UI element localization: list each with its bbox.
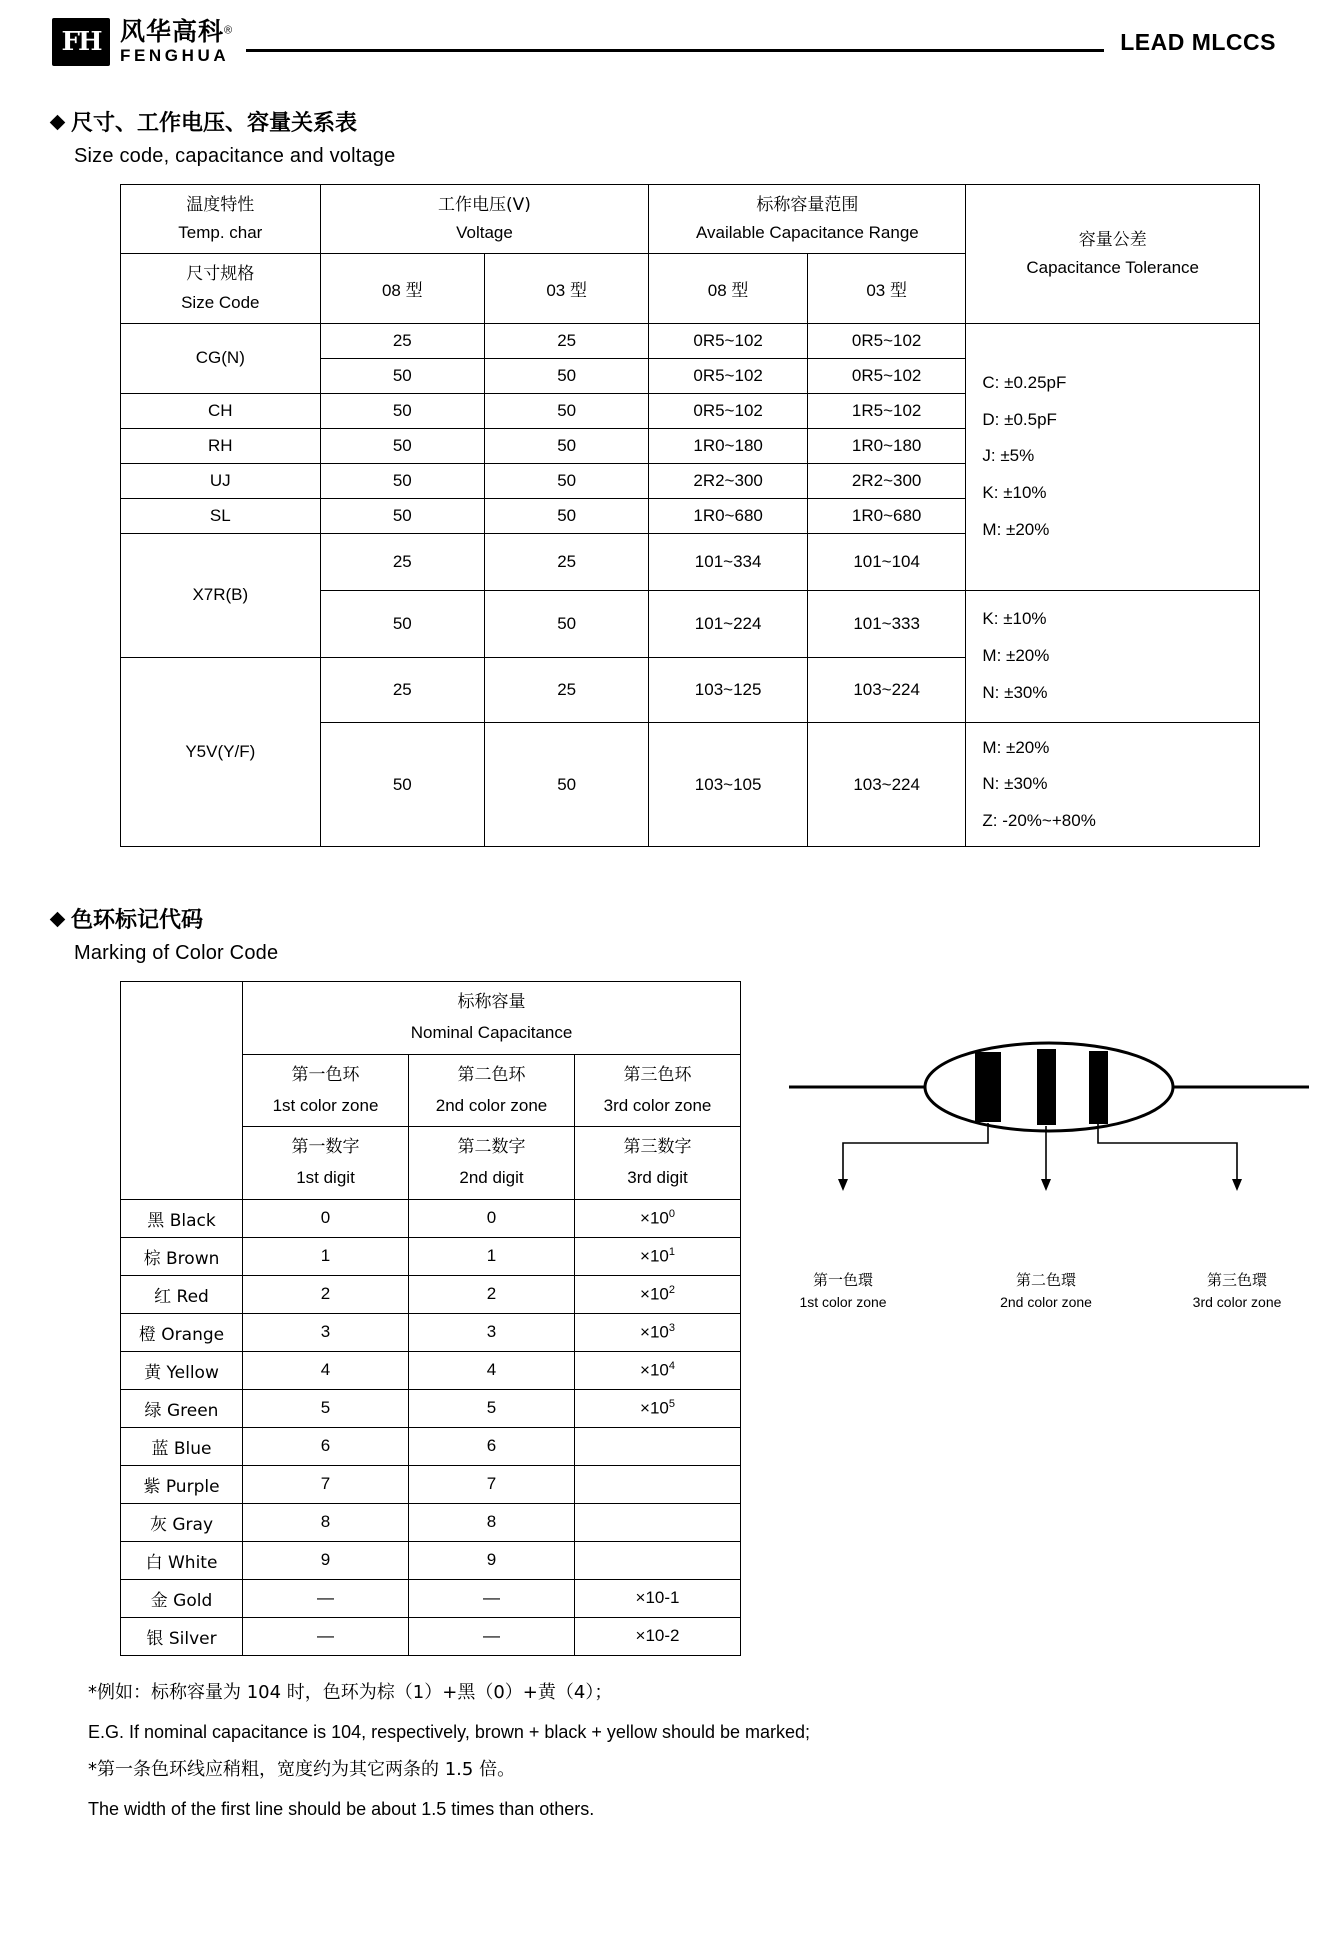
cell-cap-08: 1R0~180 <box>649 428 808 463</box>
diagram-label-zone-2-cn: 第二色環 <box>1016 1271 1077 1290</box>
cell-digit-2: 1 <box>409 1237 575 1275</box>
tolerance-item: J: ±5% <box>982 446 1035 466</box>
cell-digit-3 <box>575 1503 741 1541</box>
cell-voltage-03: 25 <box>484 323 648 358</box>
multiplier-base: ×10 <box>640 1208 669 1228</box>
tolerance-item: M: ±20% <box>982 645 1050 665</box>
cell-tolerance-group-2 <box>966 590 1260 722</box>
cell-cap-03: 1R0~680 <box>807 498 966 533</box>
diagram-label-zone-1-en: 1st color zone <box>799 1293 887 1310</box>
tolerance-item: K: ±10% <box>982 609 1047 629</box>
cell-color-name: 绿 Green <box>121 1389 243 1427</box>
cell-cap-08: 103~125 <box>649 657 808 722</box>
cell-digit-3 <box>575 1275 741 1313</box>
brand-logo <box>52 18 232 66</box>
cell-voltage-08: 50 <box>320 463 484 498</box>
cell-color-name: 橙 Orange <box>121 1313 243 1351</box>
cell-voltage-03: 50 <box>484 590 648 657</box>
table-row <box>121 1541 741 1579</box>
diagram-label-zone-2-en: 2nd color zone <box>1000 1293 1092 1310</box>
th-temp-char-cn: 温度特性 <box>186 195 255 215</box>
th-digit-1 <box>243 1127 409 1200</box>
cell-color-name: 蓝 Blue <box>121 1427 243 1465</box>
header-divider <box>246 49 1104 52</box>
cell-digit-1: — <box>243 1579 409 1617</box>
th-digit-3-cn: 第三数字 <box>623 1137 692 1158</box>
cell-voltage-03: 50 <box>484 498 648 533</box>
th-nominal-capacitance <box>243 982 741 1055</box>
th-tolerance-cn: 容量公差 <box>1078 229 1147 250</box>
cell-voltage-03: 50 <box>484 428 648 463</box>
th-size-code-cn: 尺寸规格 <box>186 264 255 285</box>
cell-voltage-08: 25 <box>320 657 484 722</box>
cell-digit-3: ×10-2 <box>575 1617 741 1655</box>
cell-color-name: 金 Gold <box>121 1579 243 1617</box>
table-row <box>121 1465 741 1503</box>
brand-name-en: FENGHUA <box>120 46 230 66</box>
th-voltage-08: 08 型 <box>320 254 484 323</box>
cell-digit-2: 3 <box>409 1313 575 1351</box>
cell-color-name: 红 Red <box>121 1275 243 1313</box>
section-color-code <box>52 903 1282 1828</box>
cell-voltage-08: 50 <box>320 428 484 463</box>
th-digit-3 <box>575 1127 741 1200</box>
page-header <box>52 0 1276 72</box>
registered-trademark-icon: ® <box>224 24 233 37</box>
th-voltage-en: Voltage <box>456 223 513 243</box>
th-digit-1-en: 1st digit <box>296 1168 355 1188</box>
diagram-label-zone-3 <box>1177 1269 1297 1313</box>
cell-cap-08: 0R5~102 <box>649 393 808 428</box>
cell-digit-2: 6 <box>409 1427 575 1465</box>
cell-color-name: 银 Silver <box>121 1617 243 1655</box>
cell-digit-1: 7 <box>243 1465 409 1503</box>
th-zone-1-en: 1st color zone <box>272 1095 379 1115</box>
table-row <box>121 1237 741 1275</box>
th-color-corner <box>121 982 243 1200</box>
table-row <box>121 1275 741 1313</box>
cell-voltage-08: 50 <box>320 498 484 533</box>
cell-digit-3 <box>575 1313 741 1351</box>
th-nominal-en: Nominal Capacitance <box>410 1023 573 1043</box>
multiplier-base: ×10 <box>640 1360 669 1380</box>
cell-cap-08: 2R2~300 <box>649 463 808 498</box>
cell-digit-1: 9 <box>243 1541 409 1579</box>
cell-digit-3 <box>575 1427 741 1465</box>
cell-voltage-08: 50 <box>320 722 484 847</box>
table-row <box>121 1199 741 1237</box>
cell-color-name: 紫 Purple <box>121 1465 243 1503</box>
tolerance-item: K: ±10% <box>982 483 1047 503</box>
diagram-labels <box>779 1269 1319 1313</box>
section2-heading-cn-text: 色环标记代码 <box>71 908 204 934</box>
tolerance-item: D: ±0.5pF <box>982 409 1057 429</box>
cell-cap-03: 103~224 <box>807 657 966 722</box>
cell-digit-2: 5 <box>409 1389 575 1427</box>
diagram-label-zone-1 <box>783 1269 903 1313</box>
th-digit-2-cn: 第二数字 <box>457 1137 526 1158</box>
cell-color-name: 棕 Brown <box>121 1237 243 1275</box>
section-size-voltage <box>52 106 1276 847</box>
table-row <box>121 1579 741 1617</box>
cell-cap-03: 0R5~102 <box>807 358 966 393</box>
section2-heading-en: Marking of Color Code <box>74 942 279 965</box>
tolerance-item: M: ±20% <box>982 519 1050 539</box>
cell-size-code: UJ <box>121 463 321 498</box>
diagram-label-zone-2 <box>986 1269 1106 1313</box>
cell-digit-1: 0 <box>243 1199 409 1237</box>
table-row <box>121 1617 741 1655</box>
cell-digit-3 <box>575 1237 741 1275</box>
brand-text <box>120 16 233 66</box>
th-zone-3-cn: 第三色环 <box>623 1064 692 1085</box>
tolerance-item: N: ±30% <box>982 682 1048 702</box>
section1-heading-en: Size code, capacitance and voltage <box>74 145 396 167</box>
cell-color-name: 白 White <box>121 1541 243 1579</box>
cell-voltage-03: 50 <box>484 358 648 393</box>
th-zone-3 <box>575 1054 741 1127</box>
color-code-table <box>120 981 741 1656</box>
th-cap-03: 03 型 <box>807 254 966 323</box>
capacitor-diagram-svg <box>779 1035 1319 1265</box>
th-tolerance-en: Capacitance Tolerance <box>1026 257 1200 277</box>
cell-size-code: X7R(B) <box>121 533 321 657</box>
tolerance-item: C: ±0.25pF <box>982 373 1067 393</box>
brand-name-cn-text: 风华高科 <box>120 16 225 46</box>
cell-digit-2: — <box>409 1617 575 1655</box>
th-cap-range <box>649 185 966 254</box>
multiplier-exponent: 5 <box>668 1398 675 1411</box>
table-row <box>121 1351 741 1389</box>
cell-digit-1: 4 <box>243 1351 409 1389</box>
multiplier-base: ×10 <box>640 1398 669 1418</box>
cell-digit-3 <box>575 1541 741 1579</box>
th-temp-char <box>121 185 321 254</box>
cell-voltage-08: 50 <box>320 358 484 393</box>
cell-voltage-08: 50 <box>320 590 484 657</box>
note-line-2: E.G. If nominal capacitance is 104, respectively, brown + black + yellow should be marked; <box>88 1721 811 1742</box>
section1-heading-cn <box>52 106 1276 137</box>
cell-digit-2: 4 <box>409 1351 575 1389</box>
cell-digit-1: 3 <box>243 1313 409 1351</box>
cell-cap-03: 1R5~102 <box>807 393 966 428</box>
th-size-code-en: Size Code <box>181 292 260 312</box>
cell-digit-3 <box>575 1351 741 1389</box>
section2-heading-cn <box>52 903 1276 934</box>
cell-voltage-03: 50 <box>484 463 648 498</box>
cell-cap-03: 101~104 <box>807 533 966 590</box>
th-digit-2 <box>409 1127 575 1200</box>
cell-digit-2: 0 <box>409 1199 575 1237</box>
cell-cap-08: 103~105 <box>649 722 808 847</box>
cell-voltage-03: 25 <box>484 657 648 722</box>
th-digit-2-en: 2nd digit <box>459 1168 524 1188</box>
table-row <box>121 323 1260 358</box>
th-tolerance <box>966 185 1260 324</box>
th-zone-1-cn: 第一色环 <box>291 1064 360 1085</box>
multiplier-base: ×10 <box>640 1246 669 1266</box>
color-band-diagram <box>779 1035 1319 1313</box>
diagram-label-zone-3-en: 3rd color zone <box>1192 1293 1282 1310</box>
cell-digit-3 <box>575 1389 741 1427</box>
cell-cap-08: 0R5~102 <box>649 358 808 393</box>
cell-voltage-08: 25 <box>320 533 484 590</box>
th-zone-2-cn: 第二色环 <box>457 1064 526 1085</box>
cell-voltage-03: 50 <box>484 393 648 428</box>
th-zone-1 <box>243 1054 409 1127</box>
table-row <box>121 1389 741 1427</box>
cell-size-code: CG(N) <box>121 323 321 393</box>
cell-digit-3: ×10-1 <box>575 1579 741 1617</box>
notes-block <box>88 1674 1276 1829</box>
cell-color-name: 灰 Gray <box>121 1503 243 1541</box>
th-digit-1-cn: 第一数字 <box>291 1137 360 1158</box>
cell-size-code: SL <box>121 498 321 533</box>
tolerance-item: Z: -20%~+80% <box>982 810 1096 830</box>
cell-digit-1: 1 <box>243 1237 409 1275</box>
cell-tolerance-group-3 <box>966 722 1260 847</box>
cell-cap-08: 101~224 <box>649 590 808 657</box>
brand-name-cn <box>120 16 233 46</box>
table-row <box>121 1503 741 1541</box>
diamond-bullet-icon <box>50 912 66 928</box>
multiplier-exponent: 4 <box>668 1360 675 1373</box>
multiplier-exponent: 3 <box>668 1322 675 1335</box>
cell-digit-2: — <box>409 1579 575 1617</box>
cell-size-code: RH <box>121 428 321 463</box>
cell-cap-03: 1R0~180 <box>807 428 966 463</box>
note-line-1: *例如：标称容量为 104 时，色环为棕（1）+黑（0）+黄（4）； <box>88 1681 613 1703</box>
cell-digit-1: 2 <box>243 1275 409 1313</box>
header-title: LEAD MLCCS <box>1120 28 1276 55</box>
cell-cap-08: 1R0~680 <box>649 498 808 533</box>
th-digit-3-en: 3rd digit <box>627 1168 688 1188</box>
cell-voltage-08: 25 <box>320 323 484 358</box>
th-temp-char-en: Temp. char <box>178 223 263 243</box>
multiplier-exponent: 2 <box>668 1284 675 1297</box>
cell-voltage-08: 50 <box>320 393 484 428</box>
th-size-code <box>121 254 321 323</box>
note-line-4: The width of the first line should be about 1.5 times than others. <box>88 1798 595 1819</box>
cell-digit-2: 7 <box>409 1465 575 1503</box>
cell-digit-1: 5 <box>243 1389 409 1427</box>
cell-color-name: 黑 Black <box>121 1199 243 1237</box>
cell-voltage-03: 25 <box>484 533 648 590</box>
cell-color-name: 黄 Yellow <box>121 1351 243 1389</box>
note-line-3: *第一条色环线应稍粗，宽度约为其它两条的 1.5 倍。 <box>88 1759 516 1781</box>
tolerance-item: M: ±20% <box>982 737 1050 757</box>
th-voltage <box>320 185 649 254</box>
diamond-bullet-icon <box>50 115 66 131</box>
th-zone-2-en: 2nd color zone <box>435 1095 548 1115</box>
cell-size-code: Y5V(Y/F) <box>121 657 321 847</box>
th-nominal-cn: 标称容量 <box>457 992 526 1013</box>
diagram-label-zone-3-cn: 第三色環 <box>1207 1271 1268 1290</box>
table-row <box>121 1427 741 1465</box>
cell-digit-1: — <box>243 1617 409 1655</box>
cell-digit-3 <box>575 1465 741 1503</box>
cell-cap-03: 0R5~102 <box>807 323 966 358</box>
cell-digit-1: 6 <box>243 1427 409 1465</box>
th-cap-range-cn: 标称容量范围 <box>756 195 859 215</box>
color-code-content <box>120 981 1282 1656</box>
table-row <box>121 1313 741 1351</box>
table-header-row <box>121 982 741 1055</box>
cell-cap-03: 101~333 <box>807 590 966 657</box>
tolerance-item: N: ±30% <box>982 774 1048 794</box>
cell-cap-03: 103~224 <box>807 722 966 847</box>
cell-digit-2: 2 <box>409 1275 575 1313</box>
section1-heading-cn-text: 尺寸、工作电压、容量关系表 <box>71 111 358 136</box>
th-cap-range-en: Available Capacitance Range <box>696 223 919 243</box>
cell-digit-1: 8 <box>243 1503 409 1541</box>
th-zone-2 <box>409 1054 575 1127</box>
cell-digit-3 <box>575 1199 741 1237</box>
multiplier-exponent: 0 <box>668 1208 675 1221</box>
diagram-label-zone-1-cn: 第一色環 <box>813 1271 874 1290</box>
cell-digit-2: 9 <box>409 1541 575 1579</box>
cell-cap-08: 101~334 <box>649 533 808 590</box>
cell-voltage-03: 50 <box>484 722 648 847</box>
cell-cap-03: 2R2~300 <box>807 463 966 498</box>
th-zone-3-en: 3rd color zone <box>603 1095 712 1115</box>
size-voltage-table <box>120 184 1260 847</box>
th-voltage-cn: 工作电压(V) <box>438 195 531 215</box>
cell-size-code: CH <box>121 393 321 428</box>
fenghua-logo-icon: FH <box>52 18 110 66</box>
cell-digit-2: 8 <box>409 1503 575 1541</box>
multiplier-exponent: 1 <box>668 1246 675 1259</box>
cell-tolerance-group-1 <box>966 323 1260 590</box>
table-header-row <box>121 185 1260 254</box>
multiplier-base: ×10 <box>640 1322 669 1342</box>
cell-cap-08: 0R5~102 <box>649 323 808 358</box>
th-voltage-03: 03 型 <box>484 254 648 323</box>
th-cap-08: 08 型 <box>649 254 808 323</box>
multiplier-base: ×10 <box>640 1284 669 1304</box>
